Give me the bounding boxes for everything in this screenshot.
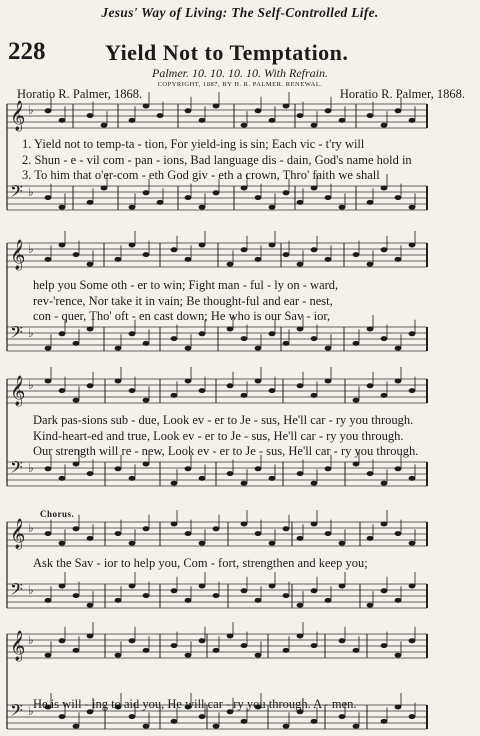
svg-text:♭: ♭ — [28, 185, 34, 199]
copyright-notice: COPYRIGHT, 1887, BY H. R. PALMER. RENEWAL. — [157, 81, 323, 88]
hymn-number: 228 — [8, 38, 46, 65]
lyric-line: con - quer, Tho' oft - en cast down; He who is our Sav - ior, — [33, 309, 331, 323]
svg-text:𝄞: 𝄞 — [10, 631, 26, 661]
words-author: Horatio R. Palmer, 1868. — [17, 87, 143, 101]
running-title: Jesus' Way of Living: The Self-Controlled Life. — [101, 5, 379, 20]
svg-text:♭: ♭ — [28, 461, 34, 475]
svg-text:𝄞: 𝄞 — [10, 519, 26, 549]
svg-text:𝄢: 𝄢 — [10, 322, 23, 346]
svg-text:𝄞: 𝄞 — [10, 376, 26, 406]
lyric-line: help you Some oth - er to win; Fight man - ful - ly on - ward, — [33, 278, 339, 292]
svg-text:♭: ♭ — [28, 242, 34, 256]
staff — [7, 622, 427, 662]
svg-text:♭: ♭ — [28, 103, 34, 117]
svg-text:𝄢: 𝄢 — [10, 181, 23, 205]
lyric-line: rev-'rence, Nor take it in vain; Be thought-ful and ear - nest, — [33, 294, 333, 308]
lyric-line: 2. Shun - e - vil com - pan - ions, Bad language dis - dain, God's name hold in — [22, 153, 412, 167]
svg-text:𝄢: 𝄢 — [10, 579, 23, 603]
svg-text:♭: ♭ — [28, 521, 34, 535]
svg-text:𝄞: 𝄞 — [10, 240, 26, 270]
chorus-label: Chorus. — [40, 509, 75, 519]
staff — [7, 231, 427, 271]
svg-text:𝄢: 𝄢 — [10, 700, 23, 724]
lyric-line: He is will - ing to aid you, He will car - ry you through. A - men. — [33, 697, 357, 711]
lyric-line: 3. To him that o'er-com - eth God giv - eth a crown, Thro' faith we shall — [22, 168, 380, 182]
lyric-line: Ask the Sav - ior to help you, Com - fort, strengthen and keep you; — [33, 556, 368, 570]
music-author: Horatio R. Palmer, 1868. — [339, 87, 465, 101]
lyric-line: Dark pas-sions sub - due, Look ev - er to Je - sus, He'll car - ry you through. — [33, 413, 414, 427]
staff — [7, 92, 427, 132]
svg-text:♭: ♭ — [28, 378, 34, 392]
staff — [7, 367, 427, 407]
lyric-line: 1. Yield not to temp-ta - tion, For yield-ing is sin; Each vic - t'ry will — [22, 137, 365, 151]
lyric-line: Our strength will re - new, Look ev - er to Je - sus, He'll car - ry you through. — [33, 444, 419, 458]
svg-text:𝄞: 𝄞 — [10, 101, 26, 131]
lyric-line: Kind-heart-ed and true, Look ev - er to Je - sus, He'll car - ry you through. — [33, 429, 404, 443]
tune-meter-info: Palmer. 10. 10. 10. 10. With Refrain. — [152, 66, 328, 80]
svg-text:♭: ♭ — [28, 633, 34, 647]
svg-text:♭: ♭ — [28, 704, 34, 718]
staff — [7, 572, 427, 608]
svg-text:𝄢: 𝄢 — [10, 457, 23, 481]
hymn-title: Yield Not to Temptation. — [105, 40, 349, 65]
svg-text:♭: ♭ — [28, 326, 34, 340]
svg-text:♭: ♭ — [28, 583, 34, 597]
